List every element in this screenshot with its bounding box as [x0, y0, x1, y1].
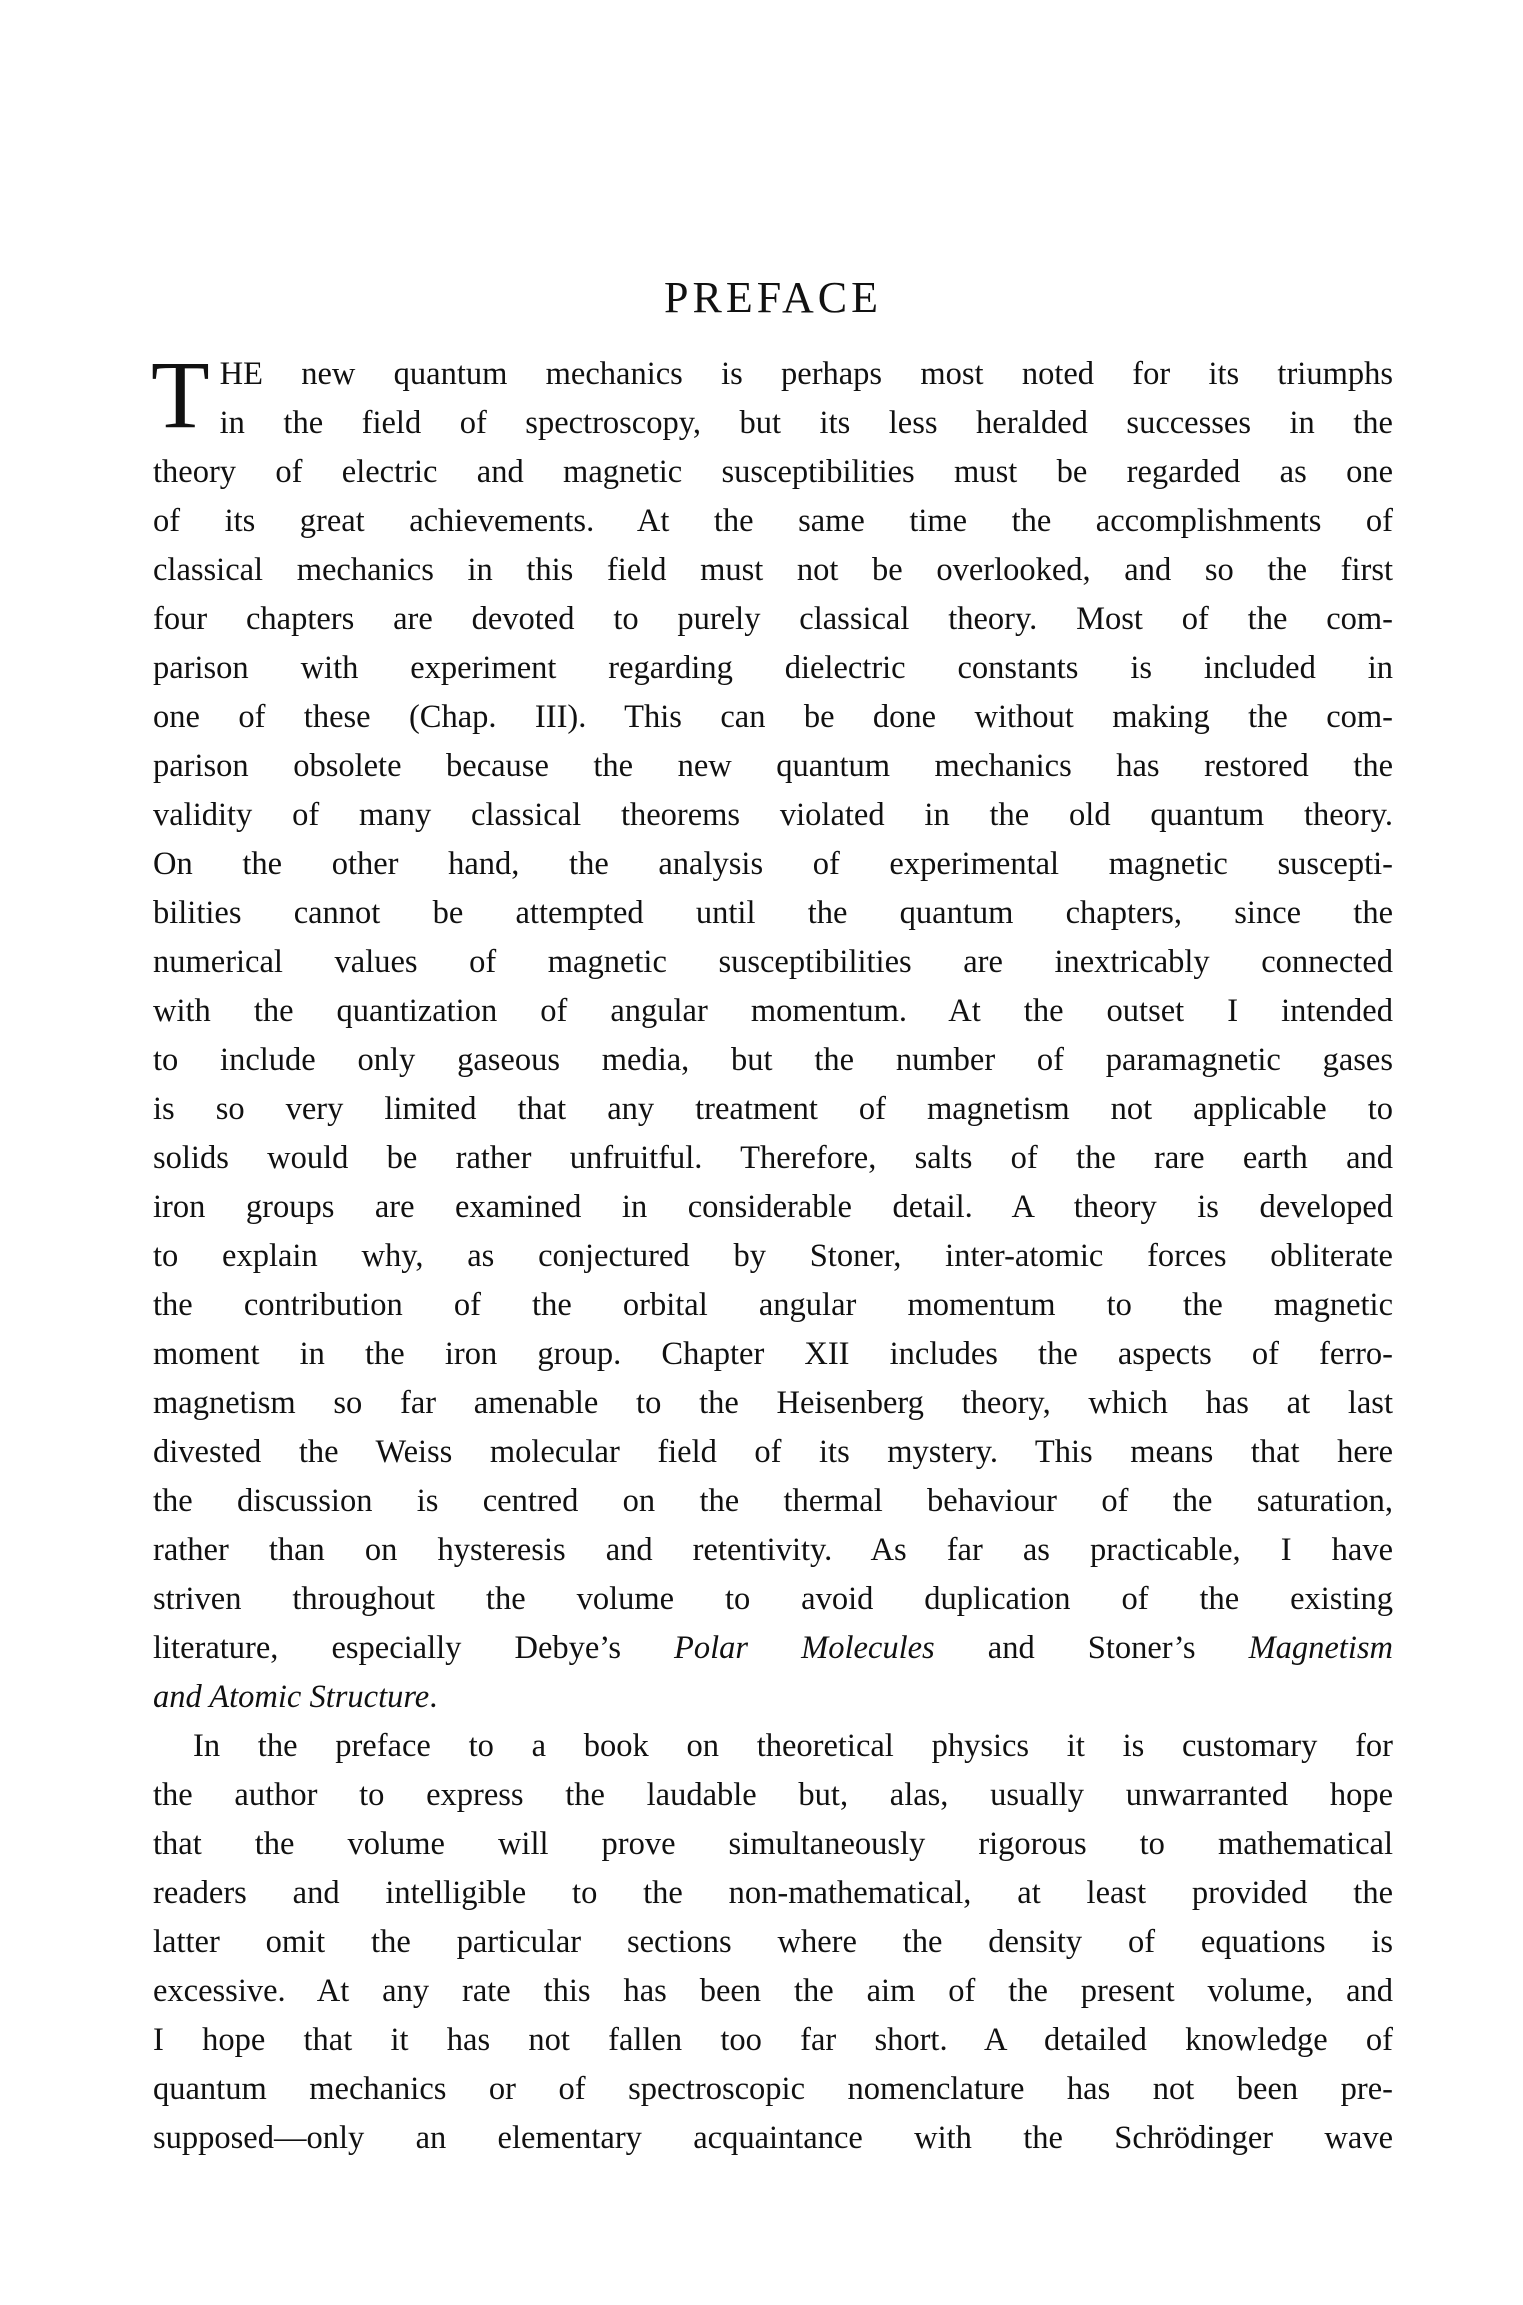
text-line: numerical values of magnetic susceptibilities are inextricably connected	[153, 944, 1393, 980]
text-line: the contribution of the orbital angular momentum to the magnetic	[153, 1287, 1393, 1323]
text-line: parison obsolete because the new quantum mechanics has restored the	[153, 748, 1393, 784]
text-line: HE new quantum mechanics is perhaps most noted for its triumphs	[219, 356, 1393, 392]
text-line: the discussion is centred on the thermal behaviour of the saturation,	[153, 1483, 1393, 1519]
text-line: magnetism so far amenable to the Heisenberg theory, which has at last	[153, 1385, 1393, 1421]
text-line: latter omit the particular sections where the density of equations is	[153, 1924, 1393, 1960]
paragraph-2	[153, 1722, 1393, 2163]
book-title-polar-molecules: Polar Molecules	[674, 1630, 935, 1666]
text-line: is so very limited that any treatment of magnetism not applicable to	[153, 1091, 1393, 1127]
text-line: one of these (Chap. III). This can be done without making the com-	[153, 699, 1393, 735]
text-line: classical mechanics in this field must not be overlooked, and so the first	[153, 552, 1393, 588]
text-line: to include only gaseous media, but the number of paramagnetic gases	[153, 1042, 1393, 1078]
text-run: and Stoner’s	[934, 1630, 1249, 1666]
page-title: PREFACE	[664, 273, 882, 322]
paragraph-1	[151, 341, 1393, 1722]
text-line: rather than on hysteresis and retentivity. As far as practicable, I have	[153, 1532, 1393, 1568]
text-run: .	[429, 1679, 438, 1715]
text-line: that the volume will prove simultaneously rigorous to mathematical	[153, 1826, 1393, 1862]
text-line: with the quantization of angular momentum. At the outset I intended	[153, 993, 1393, 1029]
text-line: to explain why, as conjectured by Stoner, inter-atomic forces obliterate	[153, 1238, 1393, 1274]
text-line: theory of electric and magnetic susceptibilities must be regarded as one	[153, 454, 1393, 490]
text-line: striven throughout the volume to avoid duplication of the existing	[153, 1581, 1393, 1617]
text-line: validity of many classical theorems violated in the old quantum theory.	[153, 797, 1393, 833]
text-line: the author to express the laudable but, alas, usually unwarranted hope	[153, 1777, 1393, 1813]
text-line: of its great achievements. At the same time the accomplishments of	[153, 503, 1393, 539]
text-line: supposed—only an elementary acquaintance with the Schrödinger wave	[153, 2120, 1393, 2156]
text-line: In the preface to a book on theoretical physics it is customary for	[193, 1728, 1393, 1764]
text-line: parison with experiment regarding dielectric constants is included in	[153, 650, 1393, 686]
text-line: I hope that it has not fallen too far short. A detailed knowledge of	[153, 2022, 1393, 2058]
text-line	[153, 1624, 1393, 1673]
preface-body	[151, 341, 1393, 2163]
text-line: four chapters are devoted to purely classical theory. Most of the com-	[153, 601, 1393, 637]
text-line: moment in the iron group. Chapter XII includes the aspects of ferro-	[153, 1336, 1393, 1372]
drop-cap: T	[151, 341, 210, 448]
text-line: divested the Weiss molecular field of its mystery. This means that here	[153, 1434, 1393, 1470]
text-run: literature, especially Debye’s	[153, 1630, 675, 1666]
text-line	[153, 1673, 1393, 1722]
book-title-magnetism: Magnetism	[1248, 1630, 1393, 1666]
text-line: quantum mechanics or of spectroscopic nomenclature has not been pre-	[153, 2071, 1393, 2107]
text-line: solids would be rather unfruitful. Therefore, salts of the rare earth and	[153, 1140, 1393, 1176]
text-line: readers and intelligible to the non-mathematical, at least provided the	[153, 1875, 1393, 1911]
text-line: iron groups are examined in considerable detail. A theory is developed	[153, 1189, 1393, 1225]
text-line: excessive. At any rate this has been the aim of the present volume, and	[153, 1973, 1393, 2009]
text-line: in the field of spectroscopy, but its less heralded successes in the	[219, 405, 1393, 441]
text-line: bilities cannot be attempted until the quantum chapters, since the	[153, 895, 1393, 931]
text-line: On the other hand, the analysis of experimental magnetic suscepti-	[153, 846, 1393, 882]
book-title-atomic-structure: and Atomic Structure	[153, 1679, 430, 1715]
